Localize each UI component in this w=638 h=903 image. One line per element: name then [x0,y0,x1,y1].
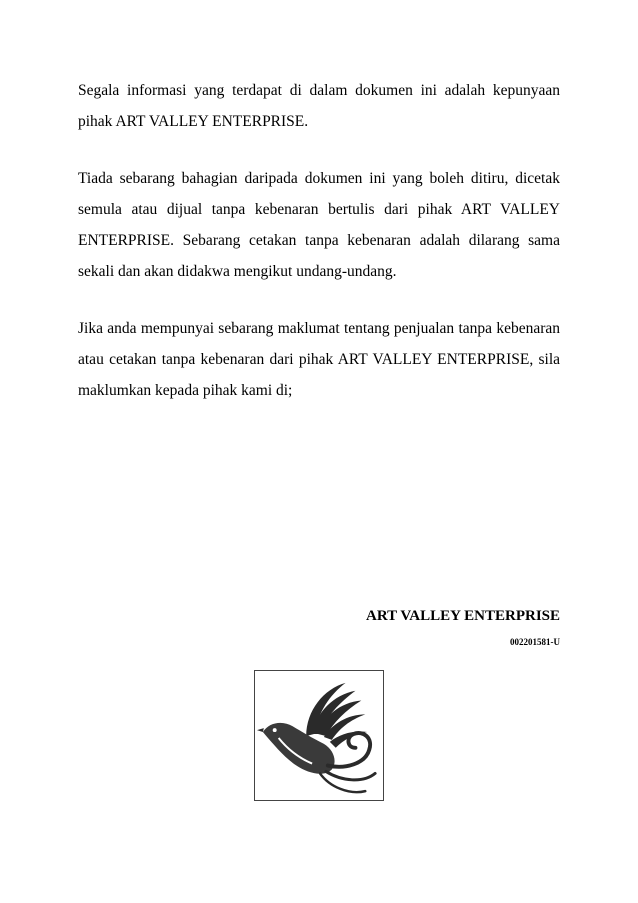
report-paragraph: Jika anda mempunyai sebarang maklumat tentang penjualan tanpa kebenaran atau cetakan tanpa kebenaran dari pihak ART VALLEY ENTERPRISE, sila maklumkan kepada pihak kami di; [78,320,560,399]
company-logo [254,670,384,801]
swallow-bird-logo-icon [255,671,383,800]
ownership-paragraph: Segala informasi yang terdapat di dalam dokumen ini adalah kepunyaan pihak ART VALLEY ENTERPRISE. [78,82,560,130]
company-name: ART VALLEY ENTERPRISE [366,608,560,624]
copyright-paragraph: Tiada sebarang bahagian daripada dokumen ini yang boleh ditiru, dicetak semula atau dijual tanpa kebenaran bertulis dari pihak ART VALLEY ENTERPRISE. Sebarang cetakan tanpa kebenaran adalah dilarang sama sekali dan akan didakwa mengikut undang-undang. [78,170,560,280]
company-registration-number: 002201581-U [510,637,560,647]
